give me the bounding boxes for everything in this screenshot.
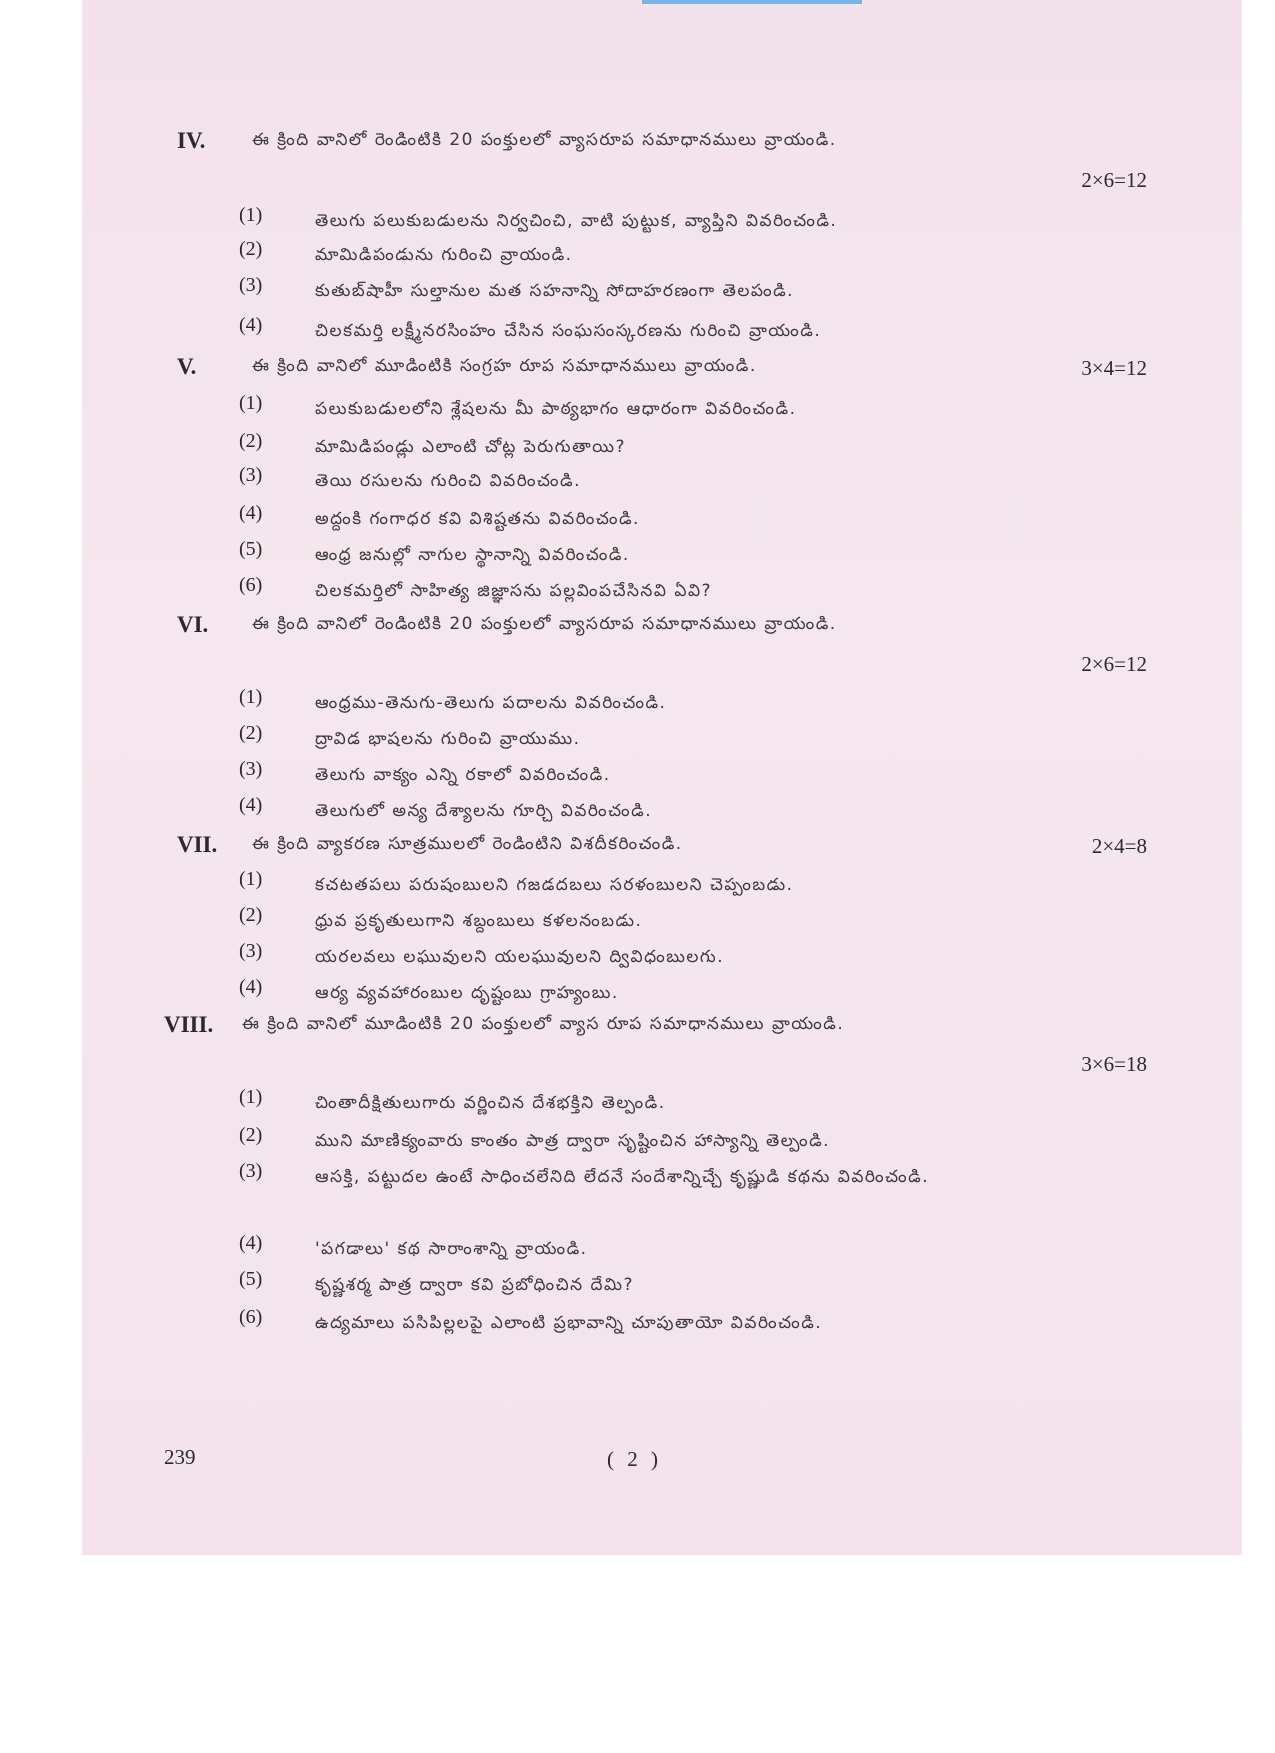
section-instruction: ఈ క్రింది వానిలో రెండింటికి 20 పంక్తులలో వ్యాసరూప సమాధానములు వ్రాయండి. (252, 614, 837, 634)
section-marks: 2×4=8 (1091, 834, 1147, 858)
question-text: మామిడిపండ్లు ఎలాంటి చోట్ల పెరుగుతాయి? (315, 437, 627, 457)
question-number: (4) (239, 976, 263, 998)
question-number: (1) (239, 204, 263, 226)
section-number: VII. (177, 832, 218, 857)
question-text: ముని మాణిక్యంవారు కాంతం పాత్ర ద్వారా సృష్టించిన హాస్యాన్ని తెల్పండి. (315, 1131, 831, 1151)
question-number: (2) (239, 430, 263, 452)
question-number: (3) (239, 758, 263, 780)
question-number: (1) (239, 686, 263, 708)
question-text: ఉద్యమాలు పసిపిల్లలపై ఎలాంటి ప్రభావాన్ని చూపుతాయో వివరించండి. (315, 1313, 823, 1333)
question-text: చింతాదీక్షితులుగారు వర్ణించిన దేశభక్తిని తెల్పండి. (315, 1093, 666, 1113)
question-text: ధ్రువ ప్రకృతులుగాని శబ్దంబులు కళలనంబడు. (315, 911, 643, 931)
question-number: (5) (239, 538, 263, 560)
question-text: ద్రావిడ భాషలను గురించి వ్రాయుము. (315, 729, 581, 749)
question-number: (2) (239, 904, 263, 926)
section-marks: 2×6=12 (1081, 652, 1147, 676)
question-text: తెలుగు పలుకుబడులను నిర్వచించి, వాటి పుట్టుక, వ్యాప్తిని వివరించండి. (315, 211, 838, 231)
section-marks: 3×4=12 (1081, 356, 1147, 380)
question-number: (4) (239, 502, 263, 524)
question-text: కచటతపలు పరుషంబులని గజడదబలు సరళంబులని చెప్పంబడు. (315, 875, 794, 895)
section-instruction: ఈ క్రింది వ్యాకరణ సూత్రములలో రెండింటిని విశదీకరించండి. (252, 834, 683, 854)
question-text: చిలకమర్తి లక్ష్మీనరసింహం చేసిన సంఘసంస్కరణను గురించి వ్రాయండి. (315, 321, 822, 341)
section-instruction: ఈ క్రింది వానిలో మూడింటికి 20 పంక్తులలో వ్యాస రూప సమాధానములు వ్రాయండి. (242, 1014, 845, 1034)
question-number: (3) (239, 464, 263, 486)
question-text: ఆంధ్రము-తెనుగు-తెలుగు పదాలను వివరించండి. (315, 693, 667, 713)
section-number: V. (177, 354, 197, 379)
question-text: ఆసక్తి, పట్టుదల ఉంటే సాధించలేనిది లేదనే సందేశాన్నిచ్చే కృష్ణుడి కథను వివరించండి. (315, 1167, 930, 1187)
question-number: (1) (239, 868, 263, 890)
question-number: (6) (239, 1306, 263, 1328)
section-number: IV. (177, 128, 206, 153)
question-text: యరలవలు లఘువులని యలఘువులని ద్వివిధంబులగు. (315, 947, 725, 967)
question-text: తెయి రసులను గురించి వివరించండి. (315, 471, 581, 491)
question-number: (2) (239, 722, 263, 744)
question-text: కుతుబ్‌షాహీ సుల్తానుల మత సహనాన్ని సోదాహరణంగా తెలపండి. (315, 281, 795, 301)
question-number: (2) (239, 238, 263, 260)
question-text: ఆర్య వ్యవహారంబుల దృష్టంబు గ్రాహ్యంబు. (315, 983, 619, 1003)
question-number: (1) (239, 1086, 263, 1108)
question-number: (3) (239, 274, 263, 296)
question-text: తెలుగులో అన్య దేశ్యాలను గూర్చి వివరించండి. (315, 801, 653, 821)
question-number: (6) (239, 574, 263, 596)
question-text: కృష్ణశర్మ పాత్ర ద్వారా కవి ప్రబోధించిన దేమి? (315, 1275, 634, 1295)
question-number: (4) (239, 794, 263, 816)
question-text: మామిడిపండును గురించి వ్రాయండి. (315, 245, 573, 265)
question-number: (3) (239, 1160, 263, 1182)
page-content (82, 0, 1242, 1555)
section-marks: 2×6=12 (1081, 168, 1147, 192)
question-text: అద్దంకి గంగాధర కవి విశిష్టతను వివరించండి. (315, 509, 640, 529)
question-paper-page (82, 0, 1242, 1555)
section-number: VI. (177, 612, 209, 637)
page-number: ( 2 ) (607, 1447, 662, 1471)
question-text: చిలకమర్తిలో సాహిత్య జిజ్ఞాసను పల్లవింపచేసినవి ఏవి? (315, 581, 713, 601)
section-instruction: ఈ క్రింది వానిలో మూడింటికి సంగ్రహ రూప సమాధానములు వ్రాయండి. (252, 356, 757, 376)
section-instruction: ఈ క్రింది వానిలో రెండింటికి 20 పంక్తులలో వ్యాసరూప సమాధానములు వ్రాయండి. (252, 130, 837, 150)
section-marks: 3×6=18 (1081, 1052, 1147, 1076)
question-text: తెలుగు వాక్యం ఎన్ని రకాలో వివరించండి. (315, 765, 611, 785)
question-text: ఆంధ్ర జనుల్లో నాగుల స్థానాన్ని వివరించండి. (315, 545, 630, 565)
question-text: 'పగడాలు' కథ సారాంశాన్ని వ్రాయండి. (315, 1239, 588, 1259)
question-number: (2) (239, 1124, 263, 1146)
question-number: (4) (239, 314, 263, 336)
question-text: పలుకుబడులలోని శ్లేషలను మీ పాఠ్యభాగం ఆధారంగా వివరించండి. (315, 399, 797, 419)
paper-code: 239 (164, 1445, 196, 1469)
question-number: (4) (239, 1232, 263, 1254)
question-number: (3) (239, 940, 263, 962)
question-number: (1) (239, 392, 263, 414)
section-number: VIII. (164, 1012, 214, 1037)
question-number: (5) (239, 1268, 263, 1290)
